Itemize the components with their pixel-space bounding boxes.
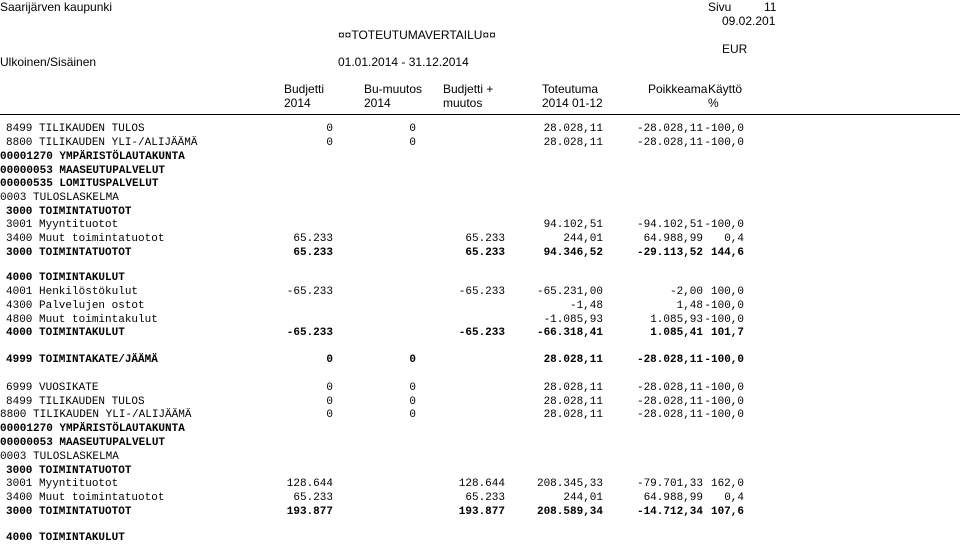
row-value: 0 [409, 396, 416, 408]
col-toteutuma-1: Toteutuma [542, 82, 599, 96]
row-value: 94.102,51 [543, 219, 603, 231]
row-value: 28.028,11 [543, 123, 603, 135]
row-value: -100,0 [704, 396, 744, 408]
row-value: 28.028,11 [543, 137, 603, 149]
row-value: -65.233 [458, 286, 505, 298]
row-value: 65.233 [465, 233, 505, 245]
row-value: -28.028,11 [636, 137, 703, 149]
row-label: 4000 TOIMINTAKULUT [6, 327, 125, 339]
row-value: 0,4 [724, 492, 744, 504]
row-value: 0 [409, 354, 416, 366]
row-value: 64.988,99 [643, 233, 703, 245]
row-label: 8499 TILIKAUDEN TULOS [6, 123, 145, 135]
row-value: 128.644 [286, 478, 333, 490]
row-value: 193.877 [458, 506, 505, 518]
row-value: 0 [326, 354, 333, 366]
row-value: -1,48 [569, 300, 603, 312]
row-value: -100,0 [704, 409, 744, 421]
row-value: 0 [326, 409, 333, 421]
row-value: -100,0 [704, 123, 744, 135]
row-value: 28.028,11 [543, 396, 603, 408]
row-label: 4001 Henkilöstökulut [6, 286, 139, 298]
row-value: -65.233 [286, 327, 333, 339]
row-value: 244,01 [563, 492, 603, 504]
row-value: 0 [409, 123, 416, 135]
row-value: 244,01 [563, 233, 603, 245]
row-value: -28.028,11 [636, 396, 703, 408]
org-name: Saarijärven kaupunki [0, 0, 113, 14]
row-label: 4000 TOIMINTAKULUT [6, 272, 125, 284]
row-value: 0 [326, 396, 333, 408]
row-value: -100,0 [704, 219, 744, 231]
row-value: -100,0 [704, 300, 744, 312]
row-value: -28.028,11 [636, 382, 703, 394]
row-label: 3000 TOIMINTATUOTOT [6, 206, 132, 218]
row-value: 28.028,11 [543, 354, 603, 366]
row-label: 4999 TOIMINTAKATE/JÄÄMÄ [6, 354, 158, 366]
row-label: 00001270 YMPÄRISTÖLAUTAKUNTA [0, 151, 185, 163]
header-divider [0, 114, 960, 115]
row-value: -94.102,51 [636, 219, 703, 231]
row-value: -65.233 [286, 286, 333, 298]
row-label: 3000 TOIMINTATUOTOT [6, 506, 132, 518]
report-date: 09.02.201 [722, 14, 776, 28]
row-label: 8499 TILIKAUDEN TULOS [6, 396, 145, 408]
row-value: 1.085,41 [650, 327, 703, 339]
row-value: -28.028,11 [636, 123, 703, 135]
row-value: 0 [409, 409, 416, 421]
row-value: 128.644 [458, 478, 505, 490]
page-label: Sivu [708, 0, 732, 14]
row-label: 00001270 YMPÄRISTÖLAUTAKUNTA [0, 423, 185, 435]
page-number: 11 [764, 0, 777, 14]
row-value: 0 [326, 137, 333, 149]
currency: EUR [722, 42, 748, 56]
row-value: -100,0 [704, 354, 744, 366]
row-label: 3001 Myyntituotot [6, 478, 119, 490]
row-value: 64.988,99 [643, 492, 703, 504]
scope-label: Ulkoinen/Sisäinen [0, 55, 97, 69]
row-value: -1.085,93 [543, 314, 603, 326]
row-value: 193.877 [286, 506, 333, 518]
row-label: 3400 Muut toimintatuotot [6, 233, 165, 245]
col-kaytto-2: % [708, 96, 719, 110]
row-label: 4800 Muut toimintakulut [6, 314, 158, 326]
row-value: -65.233 [458, 327, 505, 339]
row-value: 65.233 [293, 492, 333, 504]
row-value: -14.712,34 [636, 506, 703, 518]
col-bumuutos-2: 2014 [364, 96, 391, 110]
col-bumuutos-1: Bu-muutos [364, 82, 423, 96]
row-value: 28.028,11 [543, 382, 603, 394]
row-label: 3400 Muut toimintatuotot [6, 492, 165, 504]
row-value: 65.233 [465, 492, 505, 504]
row-value: -28.028,11 [636, 409, 703, 421]
row-value: 144,6 [710, 247, 744, 259]
row-value: 0 [326, 382, 333, 394]
col-poikkeama-1: Poikkeama [648, 82, 708, 96]
col-budjettiplus-2: muutos [443, 96, 483, 110]
col-budjettiplus-1: Budjetti + [443, 82, 494, 96]
row-value: 208.345,33 [536, 478, 603, 490]
row-label: 00000053 MAASEUTUPALVELUT [0, 165, 166, 177]
row-value: -65.231,00 [536, 286, 603, 298]
row-value: 101,7 [710, 327, 744, 339]
row-value: 0 [409, 137, 416, 149]
row-label: 3000 TOIMINTATUOTOT [6, 465, 132, 477]
row-value: -29.113,52 [636, 247, 703, 259]
row-value: -100,0 [704, 382, 744, 394]
row-value: -28.028,11 [636, 354, 703, 366]
col-toteutuma-2: 2014 01-12 [542, 96, 603, 110]
row-value: 28.028,11 [543, 409, 603, 421]
row-value: 1.085,93 [650, 314, 703, 326]
row-value: 107,6 [710, 506, 744, 518]
row-label: 3001 Myyntituotot [6, 219, 119, 231]
row-label: 4000 TOIMINTAKULUT [6, 532, 125, 544]
row-value: -2,00 [669, 286, 703, 298]
row-value: 65.233 [293, 233, 333, 245]
report-period: 01.01.2014 - 31.12.2014 [338, 55, 469, 69]
row-label: 8800 TILIKAUDEN YLI-/ALIJÄÄMÄ [0, 409, 192, 421]
row-value: 0 [409, 382, 416, 394]
row-value: 100,0 [710, 286, 744, 298]
col-budjetti-1: Budjetti [284, 82, 325, 96]
row-value: -100,0 [704, 314, 744, 326]
row-value: 0,4 [724, 233, 744, 245]
row-label: 00000535 LOMITUSPALVELUT [0, 178, 159, 190]
report-title: ¤¤TOTEUTUMAVERTAILU¤¤ [338, 28, 496, 42]
row-label: 0003 TULOSLASKELMA [0, 451, 119, 463]
row-value: 65.233 [465, 247, 505, 259]
col-budjetti-2: 2014 [284, 96, 311, 110]
row-value: 1,48 [676, 300, 703, 312]
row-label: 8800 TILIKAUDEN YLI-/ALIJÄÄMÄ [6, 137, 198, 149]
row-value: 65.233 [293, 247, 333, 259]
row-label: 0003 TULOSLASKELMA [0, 192, 119, 204]
row-label: 4300 Palvelujen ostot [6, 300, 145, 312]
row-value: -100,0 [704, 137, 744, 149]
row-value: -79.701,33 [636, 478, 703, 490]
row-label: 00000053 MAASEUTUPALVELUT [0, 437, 166, 449]
row-value: 0 [326, 123, 333, 135]
row-value: -66.318,41 [536, 327, 603, 339]
row-value: 94.346,52 [543, 247, 603, 259]
row-label: 6999 VUOSIKATE [6, 382, 99, 394]
row-value: 162,0 [710, 478, 744, 490]
col-kaytto-1: Käyttö [708, 82, 743, 96]
row-label: 3000 TOIMINTATUOTOT [6, 247, 132, 259]
row-value: 208.589,34 [536, 506, 603, 518]
